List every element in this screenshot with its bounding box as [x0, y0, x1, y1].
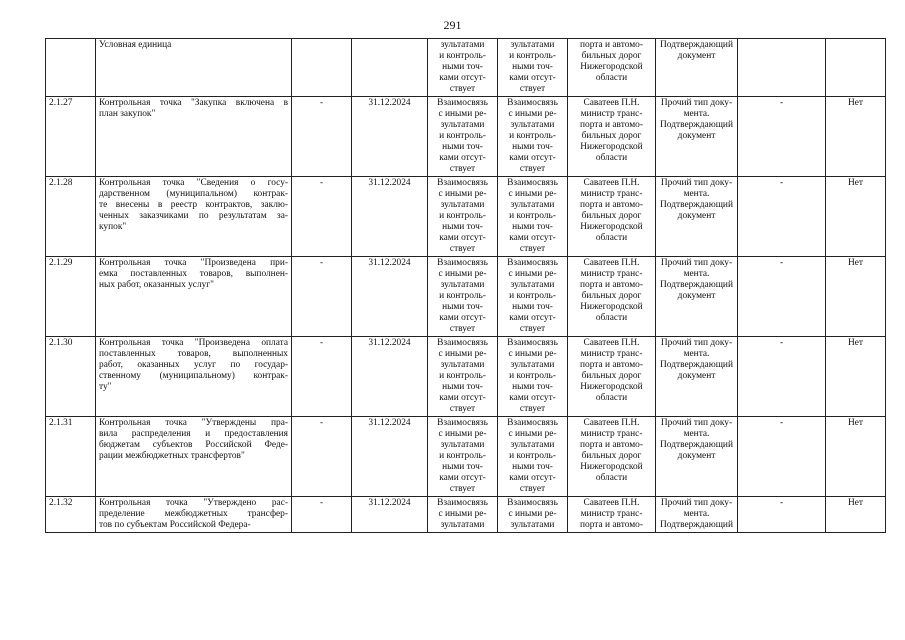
line: Подтверждающий [660, 120, 733, 130]
line: документ [677, 51, 716, 61]
line: Контрольная точка "Закупка включена в [99, 98, 288, 108]
line: министр транс- [580, 429, 643, 439]
line: с иными ре- [508, 429, 557, 439]
line: ствует [519, 244, 546, 254]
line: Взаимосвязь [437, 178, 488, 188]
line: порта и автомо- [580, 200, 643, 210]
line: с иными ре- [508, 509, 557, 519]
line: документ [677, 451, 716, 461]
line: порта и автомо- [580, 520, 643, 530]
cell-responsible [568, 417, 656, 497]
cell-dash2 [738, 177, 826, 257]
line: ствует [449, 324, 476, 334]
line: ствует [449, 164, 476, 174]
line: ками отсут- [439, 73, 486, 83]
line: Контрольная точка "Сведения о госу- [99, 178, 288, 188]
line: ных работ, оказанных услуг" [99, 280, 214, 290]
line: министр транс- [580, 189, 643, 199]
line: области [595, 393, 628, 403]
line: Взаимосвязь [507, 178, 558, 188]
dash-value: - [779, 178, 784, 188]
line: ными точ- [442, 142, 483, 152]
line: ствует [519, 164, 546, 174]
line: зультатами [510, 360, 555, 370]
dash-value: - [779, 498, 784, 508]
line: поставленных товаров, выполненных [99, 349, 288, 359]
cell-doc-type [656, 337, 738, 417]
cell-flag [826, 497, 886, 533]
line: дарственном (муниципальном) контрак- [99, 189, 288, 199]
cell-date [352, 337, 428, 417]
line: бильных дорог [581, 51, 642, 61]
date-value: 31.12.2024 [368, 178, 411, 188]
cell-flag [826, 97, 886, 177]
line: зультатами [440, 40, 485, 50]
cell-dash [292, 417, 352, 497]
line: и контроль- [509, 291, 556, 301]
line: Взаимосвязь [507, 98, 558, 108]
line: с иными ре- [508, 269, 557, 279]
cell-responsible [568, 97, 656, 177]
line: Взаимосвязь [507, 418, 558, 428]
line: бильных дорог [581, 451, 642, 461]
line: зультатами [510, 200, 555, 210]
line: зультатами [440, 280, 485, 290]
cell-num [46, 417, 96, 497]
line: зультатами [440, 200, 485, 210]
cell-name [96, 257, 292, 337]
cell-dash [292, 97, 352, 177]
line: Саватеев П.Н. [583, 418, 640, 428]
table-row [46, 337, 886, 417]
cell-name-text: Условная единица [99, 40, 172, 50]
flag-value: Нет [847, 98, 864, 108]
line: Саватеев П.Н. [583, 178, 640, 188]
cell-relation-b [498, 97, 568, 177]
line: Нижегородской [580, 222, 643, 232]
cell-doc-type [656, 257, 738, 337]
page-number: 291 [443, 18, 462, 32]
cell-num [46, 257, 96, 337]
line: ными точ- [512, 142, 553, 152]
line: ченных заказчиками по результатам за- [99, 211, 288, 221]
table-row [46, 257, 886, 337]
cell-date [352, 177, 428, 257]
line: ными точ- [442, 382, 483, 392]
line: зультатами [510, 40, 555, 50]
cell-name [96, 97, 292, 177]
line: порта и автомо- [580, 360, 643, 370]
cell-responsible [568, 177, 656, 257]
line: Прочий тип доку- [660, 178, 733, 188]
dash-value: - [319, 98, 324, 108]
line: Взаимосвязь [437, 338, 488, 348]
line: зультатами [510, 440, 555, 450]
line: Прочий тип доку- [660, 98, 733, 108]
line: мента. [683, 349, 710, 359]
line: Взаимосвязь [507, 258, 558, 268]
line: зультатами [510, 520, 555, 530]
line: Подтверждающий [660, 280, 733, 290]
dash-value: - [779, 98, 784, 108]
line: бильных дорог [581, 371, 642, 381]
line: Взаимосвязь [507, 498, 558, 508]
cell-flag [826, 39, 886, 97]
line: документ [677, 291, 716, 301]
flag-value: Нет [847, 338, 864, 348]
line: ками отсут- [439, 473, 486, 483]
line: и контроль- [439, 131, 486, 141]
cell-relation-a [428, 177, 498, 257]
cell-dash [292, 39, 352, 97]
cell-relation-b [498, 257, 568, 337]
line: ными точ- [512, 462, 553, 472]
line: Нижегородской [580, 382, 643, 392]
cell-responsible [568, 497, 656, 533]
line: ками отсут- [439, 393, 486, 403]
row-number: 2.1.27 [49, 98, 73, 108]
cell-relation-a [428, 97, 498, 177]
line: Прочий тип доку- [660, 338, 733, 348]
line: области [595, 153, 628, 163]
line: с иными ре- [438, 349, 487, 359]
line: области [595, 233, 628, 243]
line: Подтверждающий [660, 520, 733, 530]
line: Прочий тип доку- [660, 418, 733, 428]
cell-responsible [568, 257, 656, 337]
line: зультатами [510, 280, 555, 290]
line: документ [677, 211, 716, 221]
table-body [46, 39, 886, 533]
cell-doc-type [656, 497, 738, 533]
line: Саватеев П.Н. [583, 498, 640, 508]
line: Подтверждающий [660, 200, 733, 210]
cell-date [352, 39, 428, 97]
line: порта и автомо- [580, 120, 643, 130]
line: бильных дорог [581, 291, 642, 301]
line: и контроль- [509, 51, 556, 61]
row-number: 2.1.29 [49, 258, 73, 268]
row-number: 2.1.28 [49, 178, 73, 188]
cell-responsible [568, 337, 656, 417]
line: ками отсут- [509, 73, 556, 83]
line: ными точ- [442, 222, 483, 232]
cell-relation-a [428, 39, 498, 97]
cell-relation-b [498, 177, 568, 257]
line: с иными ре- [438, 269, 487, 279]
line: ками отсут- [509, 313, 556, 323]
line: и контроль- [439, 451, 486, 461]
cell-name [96, 497, 292, 533]
date-value: 31.12.2024 [368, 418, 411, 428]
cell-relation-b [498, 337, 568, 417]
line: документ [677, 131, 716, 141]
line: тов по субъектам Российской Федера- [99, 520, 251, 530]
line: вила распределения и предоставления [99, 429, 288, 439]
line: ными точ- [512, 222, 553, 232]
dash-value: - [779, 338, 784, 348]
line: министр транс- [580, 269, 643, 279]
line: мента. [683, 269, 710, 279]
line: и контроль- [439, 291, 486, 301]
line: и контроль- [439, 371, 486, 381]
flag-value: Нет [847, 258, 864, 268]
line: министр транс- [580, 349, 643, 359]
cell-doc-type [656, 177, 738, 257]
line: зультатами [440, 360, 485, 370]
cell-dash2 [738, 39, 826, 97]
row-number: 2.1.30 [49, 338, 73, 348]
line: с иными ре- [438, 109, 487, 119]
line: Контрольная точка "Произведена оплата [99, 338, 288, 348]
line: Подтверждающий [660, 440, 733, 450]
line: ными точ- [512, 302, 553, 312]
line: Нижегородской [580, 302, 643, 312]
line: ными точ- [442, 62, 483, 72]
cell-dash2 [738, 257, 826, 337]
cell-dash2 [738, 497, 826, 533]
line: ками отсут- [509, 153, 556, 163]
line: зультатами [440, 440, 485, 450]
cell-relation-b [498, 417, 568, 497]
dash-value: - [779, 418, 784, 428]
line: купок" [99, 222, 127, 232]
control-points-table [45, 38, 886, 533]
line: мента. [683, 429, 710, 439]
cell-flag [826, 417, 886, 497]
line: Взаимосвязь [437, 498, 488, 508]
line: и контроль- [509, 371, 556, 381]
cell-dash2 [738, 97, 826, 177]
line: пределение межбюджетных трансфер- [99, 509, 288, 519]
cell-num [46, 39, 96, 97]
line: документ [677, 371, 716, 381]
line: ками отсут- [439, 153, 486, 163]
row-number: 2.1.32 [49, 498, 73, 508]
cell-responsible [568, 39, 656, 97]
line: области [595, 313, 628, 323]
flag-value: Нет [847, 498, 864, 508]
cell-flag [826, 337, 886, 417]
line: Взаимосвязь [437, 98, 488, 108]
line: с иными ре- [438, 189, 487, 199]
dash-value: - [319, 258, 324, 268]
cell-relation-a [428, 257, 498, 337]
line: те внесены в реестр контрактов, заклю- [99, 200, 288, 210]
cell-date [352, 497, 428, 533]
cell-dash [292, 497, 352, 533]
line: ствует [449, 84, 476, 94]
cell-dash2 [738, 337, 826, 417]
line: Прочий тип доку- [660, 498, 733, 508]
cell-name [96, 39, 292, 97]
cell-date [352, 257, 428, 337]
line: ствует [519, 324, 546, 334]
line: Нижегородской [580, 62, 643, 72]
line: бильных дорог [581, 131, 642, 141]
line: Контрольная точка "Произведена при- [99, 258, 288, 268]
cell-num [46, 497, 96, 533]
line: Взаимосвязь [507, 338, 558, 348]
cell-relation-a [428, 337, 498, 417]
line: Саватеев П.Н. [583, 258, 640, 268]
line: ными точ- [442, 462, 483, 472]
line: ными точ- [442, 302, 483, 312]
line: с иными ре- [438, 429, 487, 439]
line: бюджетам субъектов Российской Феде- [99, 440, 288, 450]
dash-value: - [319, 338, 324, 348]
cell-relation-b [498, 497, 568, 533]
line: ными точ- [512, 382, 553, 392]
line: ственному (муниципальному) контрак- [99, 371, 288, 381]
line: зультатами [440, 520, 485, 530]
line: области [595, 73, 628, 83]
line: рации межбюджетных трансфертов" [99, 451, 245, 461]
line: Нижегородской [580, 462, 643, 472]
table-row [46, 417, 886, 497]
dash-value: - [319, 418, 324, 428]
cell-date [352, 97, 428, 177]
table-row [46, 97, 886, 177]
line: с иными ре- [508, 109, 557, 119]
date-value: 31.12.2024 [368, 498, 411, 508]
line: ствует [449, 484, 476, 494]
line: Подтверждающий [660, 360, 733, 370]
line: емка поставленных товаров, выполнен- [99, 269, 288, 279]
cell-name [96, 337, 292, 417]
line: и контроль- [439, 51, 486, 61]
cell-num [46, 177, 96, 257]
dash-value: - [319, 498, 324, 508]
date-value: 31.12.2024 [368, 98, 411, 108]
cell-name [96, 417, 292, 497]
continuation-row [46, 39, 886, 97]
line: Взаимосвязь [437, 258, 488, 268]
line: Контрольная точка "Утверждены пра- [99, 418, 288, 428]
line: ками отсут- [509, 233, 556, 243]
flag-value: Нет [847, 418, 864, 428]
flag-value: Нет [847, 178, 864, 188]
cell-num [46, 97, 96, 177]
cell-dash [292, 257, 352, 337]
line: ками отсут- [439, 313, 486, 323]
dash-value: - [319, 178, 324, 188]
cell-name [96, 177, 292, 257]
cell-doc-type [656, 39, 738, 97]
line: с иными ре- [508, 349, 557, 359]
line: и контроль- [509, 211, 556, 221]
line: с иными ре- [438, 509, 487, 519]
line: области [595, 473, 628, 483]
line: ствует [519, 84, 546, 94]
cell-num [46, 337, 96, 417]
cell-dash [292, 337, 352, 417]
line: мента. [683, 109, 710, 119]
line: мента. [683, 189, 710, 199]
line: работ, оказанных услуг по государ- [99, 360, 288, 370]
date-value: 31.12.2024 [368, 338, 411, 348]
line: Саватеев П.Н. [583, 338, 640, 348]
line: порта и автомо- [580, 280, 643, 290]
line: зультатами [440, 120, 485, 130]
line: ствует [449, 244, 476, 254]
line: с иными ре- [508, 189, 557, 199]
date-value: 31.12.2024 [368, 258, 411, 268]
cell-date [352, 417, 428, 497]
table-row [46, 177, 886, 257]
cell-dash2 [738, 417, 826, 497]
dash-value: - [779, 258, 784, 268]
line: ками отсут- [439, 233, 486, 243]
line: план закупок" [99, 109, 156, 119]
line: Прочий тип доку- [660, 258, 733, 268]
line: министр транс- [580, 109, 643, 119]
line: Подтверждающий [660, 40, 733, 50]
cell-relation-a [428, 497, 498, 533]
line: Контрольная точка "Утверждено рас- [99, 498, 288, 508]
row-number: 2.1.31 [49, 418, 73, 428]
line: Взаимосвязь [437, 418, 488, 428]
line: ту" [99, 382, 112, 392]
table-row [46, 497, 886, 533]
line: мента. [683, 509, 710, 519]
cell-flag [826, 177, 886, 257]
line: порта и автомо- [580, 40, 643, 50]
cell-relation-b [498, 39, 568, 97]
cell-dash [292, 177, 352, 257]
cell-flag [826, 257, 886, 337]
line: и контроль- [509, 131, 556, 141]
cell-relation-a [428, 417, 498, 497]
line: ками отсут- [509, 393, 556, 403]
line: ками отсут- [509, 473, 556, 483]
line: порта и автомо- [580, 440, 643, 450]
line: и контроль- [509, 451, 556, 461]
line: зультатами [510, 120, 555, 130]
cell-doc-type [656, 97, 738, 177]
line: бильных дорог [581, 211, 642, 221]
line: Нижегородской [580, 142, 643, 152]
line: ными точ- [512, 62, 553, 72]
line: министр транс- [580, 509, 643, 519]
line: ствует [449, 404, 476, 414]
line: ствует [519, 404, 546, 414]
cell-doc-type [656, 417, 738, 497]
line: Саватеев П.Н. [583, 98, 640, 108]
line: и контроль- [439, 211, 486, 221]
line: ствует [519, 484, 546, 494]
